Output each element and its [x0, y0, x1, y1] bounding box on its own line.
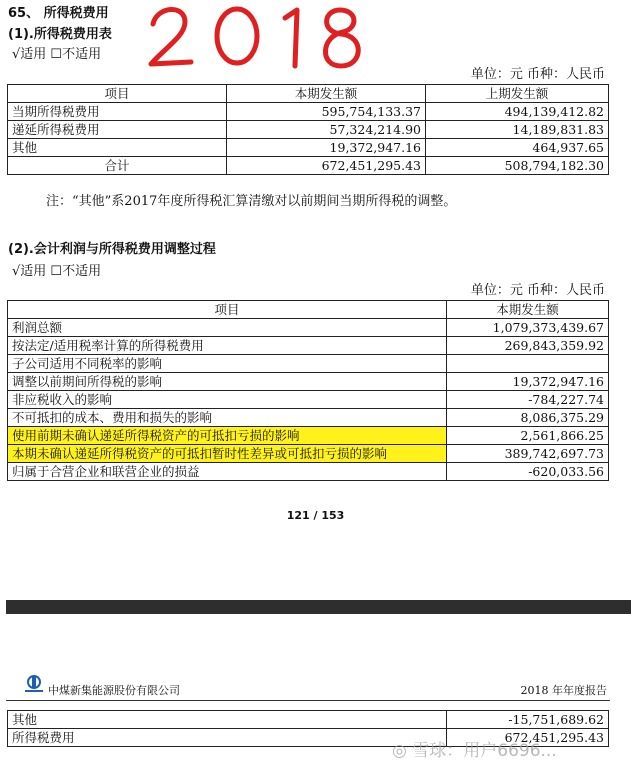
company-logo	[22, 674, 46, 694]
row-label: 调整以前期间所得税的影响	[8, 373, 447, 391]
row-previous: 494,139,412.82	[426, 103, 609, 121]
table-row	[8, 391, 609, 409]
row-current: 2,561,866.25	[447, 427, 609, 445]
page-break-bar	[6, 600, 631, 614]
row-current	[447, 355, 609, 373]
table-header-row	[8, 301, 609, 319]
report-title: 2018 年年度报告	[520, 684, 607, 697]
table-row	[8, 319, 609, 337]
watermark-logo-icon: ◎	[392, 741, 407, 761]
table-row	[8, 355, 609, 373]
handwritten-year	[145, 0, 375, 76]
row-label: 归属于合营企业和联营企业的损益	[8, 463, 447, 481]
table-row-highlighted	[8, 445, 609, 463]
table1-applicable: √适用 ☐不适用	[12, 47, 102, 62]
row-current: -15,751,689.62	[447, 711, 609, 729]
watermark	[392, 736, 557, 761]
row-current: 672,451,295.43	[447, 729, 609, 747]
table1-note: 注：“其他”系2017年度所得税汇算清缴对以前期间当期所得税的调整。	[46, 194, 457, 209]
company-name: 中煤新集能源股份有限公司	[48, 684, 180, 697]
row-current: 672,451,295.43	[227, 157, 426, 175]
table-row	[8, 711, 609, 729]
row-current: -784,227.74	[447, 391, 609, 409]
table2-applicable: √适用 ☐不适用	[12, 264, 102, 279]
row-label: 当期所得税费用	[8, 103, 227, 121]
header-divider	[6, 700, 610, 701]
table-row	[8, 463, 609, 481]
row-label: 其他	[8, 139, 227, 157]
row-current: 389,742,697.73	[447, 445, 609, 463]
header-item: 项目	[8, 85, 227, 103]
row-current: 1,079,373,439.67	[447, 319, 609, 337]
company-logo-icon	[22, 674, 46, 694]
row-current: 595,754,133.37	[227, 103, 426, 121]
section-heading: 65、 所得税费用	[8, 6, 109, 21]
table1-unit: 单位：元 币种：人民币	[470, 67, 605, 82]
table-row	[8, 337, 609, 355]
row-label: 不可抵扣的成本、费用和损失的影响	[8, 409, 447, 427]
header-previous: 上期发生额	[426, 85, 609, 103]
table-row	[8, 121, 609, 139]
row-label: 利润总额	[8, 319, 447, 337]
header-current: 本期发生额	[447, 301, 609, 319]
row-label: 使用前期未确认递延所得税资产的可抵扣亏损的影响	[8, 427, 447, 445]
row-label: 递延所得税费用	[8, 121, 227, 139]
row-previous: 508,794,182.30	[426, 157, 609, 175]
row-current: 57,324,214.90	[227, 121, 426, 139]
table-row	[8, 409, 609, 427]
table2-unit: 单位：元 币种：人民币	[470, 283, 605, 298]
table-row	[8, 373, 609, 391]
table-total-row	[8, 157, 609, 175]
income-tax-table	[7, 84, 609, 175]
table-header-row	[8, 85, 609, 103]
row-previous: 14,189,831.83	[426, 121, 609, 139]
row-label: 子公司适用不同税率的影响	[8, 355, 447, 373]
row-label: 非应税收入的影响	[8, 391, 447, 409]
table1-title: (1).所得税费用表	[8, 27, 112, 42]
header-item: 项目	[8, 301, 447, 319]
row-previous: 464,937.65	[426, 139, 609, 157]
row-label: 所得税费用	[8, 729, 447, 747]
header-current: 本期发生额	[227, 85, 426, 103]
tax-reconciliation-table	[7, 300, 609, 481]
page-number: 121 / 153	[286, 509, 345, 522]
table-row	[8, 103, 609, 121]
row-current: 19,372,947.16	[227, 139, 426, 157]
row-label: 本期未确认递延所得税资产的可抵扣暂时性差异或可抵扣亏损的影响	[8, 445, 447, 463]
table-row	[8, 139, 609, 157]
row-label: 按法定/适用税率计算的所得税费用	[8, 337, 447, 355]
watermark-text: 雪球：用户6696...	[412, 741, 557, 761]
row-current: 19,372,947.16	[447, 373, 609, 391]
row-current: 269,843,359.92	[447, 337, 609, 355]
table-row-highlighted	[8, 427, 609, 445]
table2-title: (2).会计利润与所得税费用调整过程	[8, 242, 216, 257]
row-current: -620,033.56	[447, 463, 609, 481]
row-label: 其他	[8, 711, 447, 729]
row-label: 合计	[8, 157, 227, 175]
handwritten-year-drawing	[145, 0, 375, 76]
row-current: 8,086,375.29	[447, 409, 609, 427]
